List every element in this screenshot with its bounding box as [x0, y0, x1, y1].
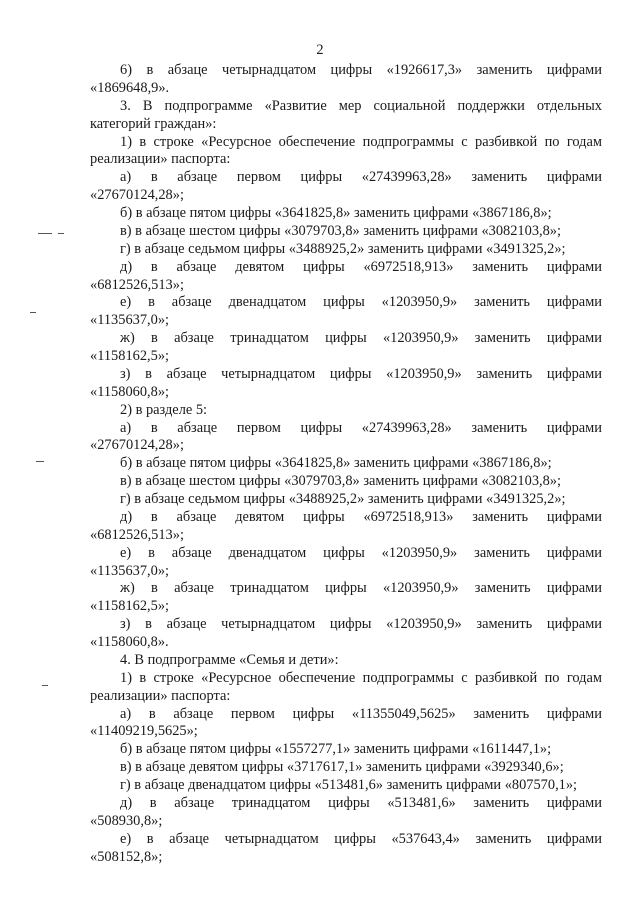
text-line: реализации» паспорта: — [90, 151, 231, 168]
text-line: з) в абзаце четырнадцатом цифры «1203950,9» заменить цифрами — [120, 616, 602, 633]
text-line: в) в абзаце шестом цифры «3079703,8» заменить цифрами «3082103,8»; — [120, 473, 562, 490]
text-line: «1135637,0»; — [90, 312, 170, 329]
text-line: д) в абзаце девятом цифры «6972518,913» заменить цифрами — [120, 258, 602, 275]
text-line: в) в абзаце шестом цифры «3079703,8» заменить цифрами «3082103,8»; — [120, 222, 562, 239]
text-line: «1158060,8». — [90, 634, 169, 650]
text-line: «1158162,5»; — [90, 348, 170, 364]
scan-speck — [38, 233, 52, 234]
text-line: «508152,8»; — [90, 848, 163, 865]
text-line: 4. В подпрограмме «Семья и дети»: — [120, 651, 339, 668]
text-line: е) в абзаце двенадцатом цифры «1203950,9» заменить цифрами — [120, 294, 602, 311]
text-line: «1158060,8»; — [90, 383, 170, 400]
text-line: в) в абзаце девятом цифры «3717617,1» заменить цифрами «3929340,6»; — [120, 759, 564, 776]
document-body — [90, 62, 602, 866]
text-line: «1869648,9». — [90, 79, 170, 96]
text-line: а) в абзаце первом цифры «27439963,28» заменить цифрами — [120, 169, 602, 186]
scan-speck — [36, 461, 44, 462]
text-line: ж) в абзаце тринадцатом цифры «1203950,9» заменить цифрами — [120, 330, 602, 347]
text-line: е) в абзаце двенадцатом цифры «1203950,9» заменить цифрами — [120, 544, 602, 561]
text-line: а) в абзаце первом цифры «11355049,5625» заменить цифрами — [120, 705, 602, 722]
text-line: «1158162,5»; — [90, 598, 170, 615]
scan-speck — [58, 233, 64, 234]
text-line: 1) в строке «Ресурсное обеспечение подпрограммы с разбивкой по годам — [120, 669, 602, 686]
text-line: д) в абзаце девятом цифры «6972518,913» заменить цифрами — [120, 508, 602, 525]
text-line: г) в абзаце седьмом цифры «3488925,2» заменить цифрами «3491325,2»; — [120, 240, 566, 257]
text-line: «6812526,513»; — [90, 526, 184, 543]
text-line: реализации» паспорта: — [90, 687, 231, 704]
text-line: б) в абзаце пятом цифры «3641825,8» заменить цифрами «3867186,8»; — [120, 205, 552, 221]
text-line: а) в абзаце первом цифры «27439963,28» заменить цифрами — [120, 419, 602, 436]
text-line: з) в абзаце четырнадцатом цифры «1203950,9» заменить цифрами — [120, 365, 602, 382]
text-line: 6) в абзаце четырнадцатом цифры «1926617,3» заменить цифрами — [120, 62, 602, 78]
scan-speck — [30, 312, 36, 313]
scan-speck — [42, 685, 48, 686]
text-line: «27670124,28»; — [90, 187, 184, 204]
page-number: 2 — [316, 42, 324, 58]
text-line: «6812526,513»; — [90, 276, 184, 293]
text-line: категорий граждан»: — [90, 115, 217, 132]
text-line: б) в абзаце пятом цифры «3641825,8» заменить цифрами «3867186,8»; — [120, 455, 552, 472]
text-line: г) в абзаце двенадцатом цифры «513481,6» заменить цифрами «807570,1»; — [120, 777, 578, 793]
text-line: 2) в разделе 5: — [120, 401, 208, 418]
text-line: е) в абзаце четырнадцатом цифры «537643,4» заменить цифрами — [120, 830, 602, 847]
text-line: «27670124,28»; — [90, 437, 184, 454]
text-line: «11409219,5625»; — [90, 723, 198, 740]
text-line: д) в абзаце тринадцатом цифры «513481,6» заменить цифрами — [120, 794, 602, 811]
text-line: 1) в строке «Ресурсное обеспечение подпрограммы с разбивкой по годам — [120, 133, 602, 150]
text-line: 3. В подпрограмме «Развитие мер социальной поддержки отдельных — [120, 97, 602, 114]
text-line: «1135637,0»; — [90, 562, 170, 579]
text-line: ж) в абзаце тринадцатом цифры «1203950,9» заменить цифрами — [120, 580, 602, 597]
text-line: б) в абзаце пятом цифры «1557277,1» заменить цифрами «1611447,1»; — [120, 741, 552, 758]
text-line: «508930,8»; — [90, 812, 163, 829]
text-line: г) в абзаце седьмом цифры «3488925,2» заменить цифрами «3491325,2»; — [120, 491, 566, 507]
